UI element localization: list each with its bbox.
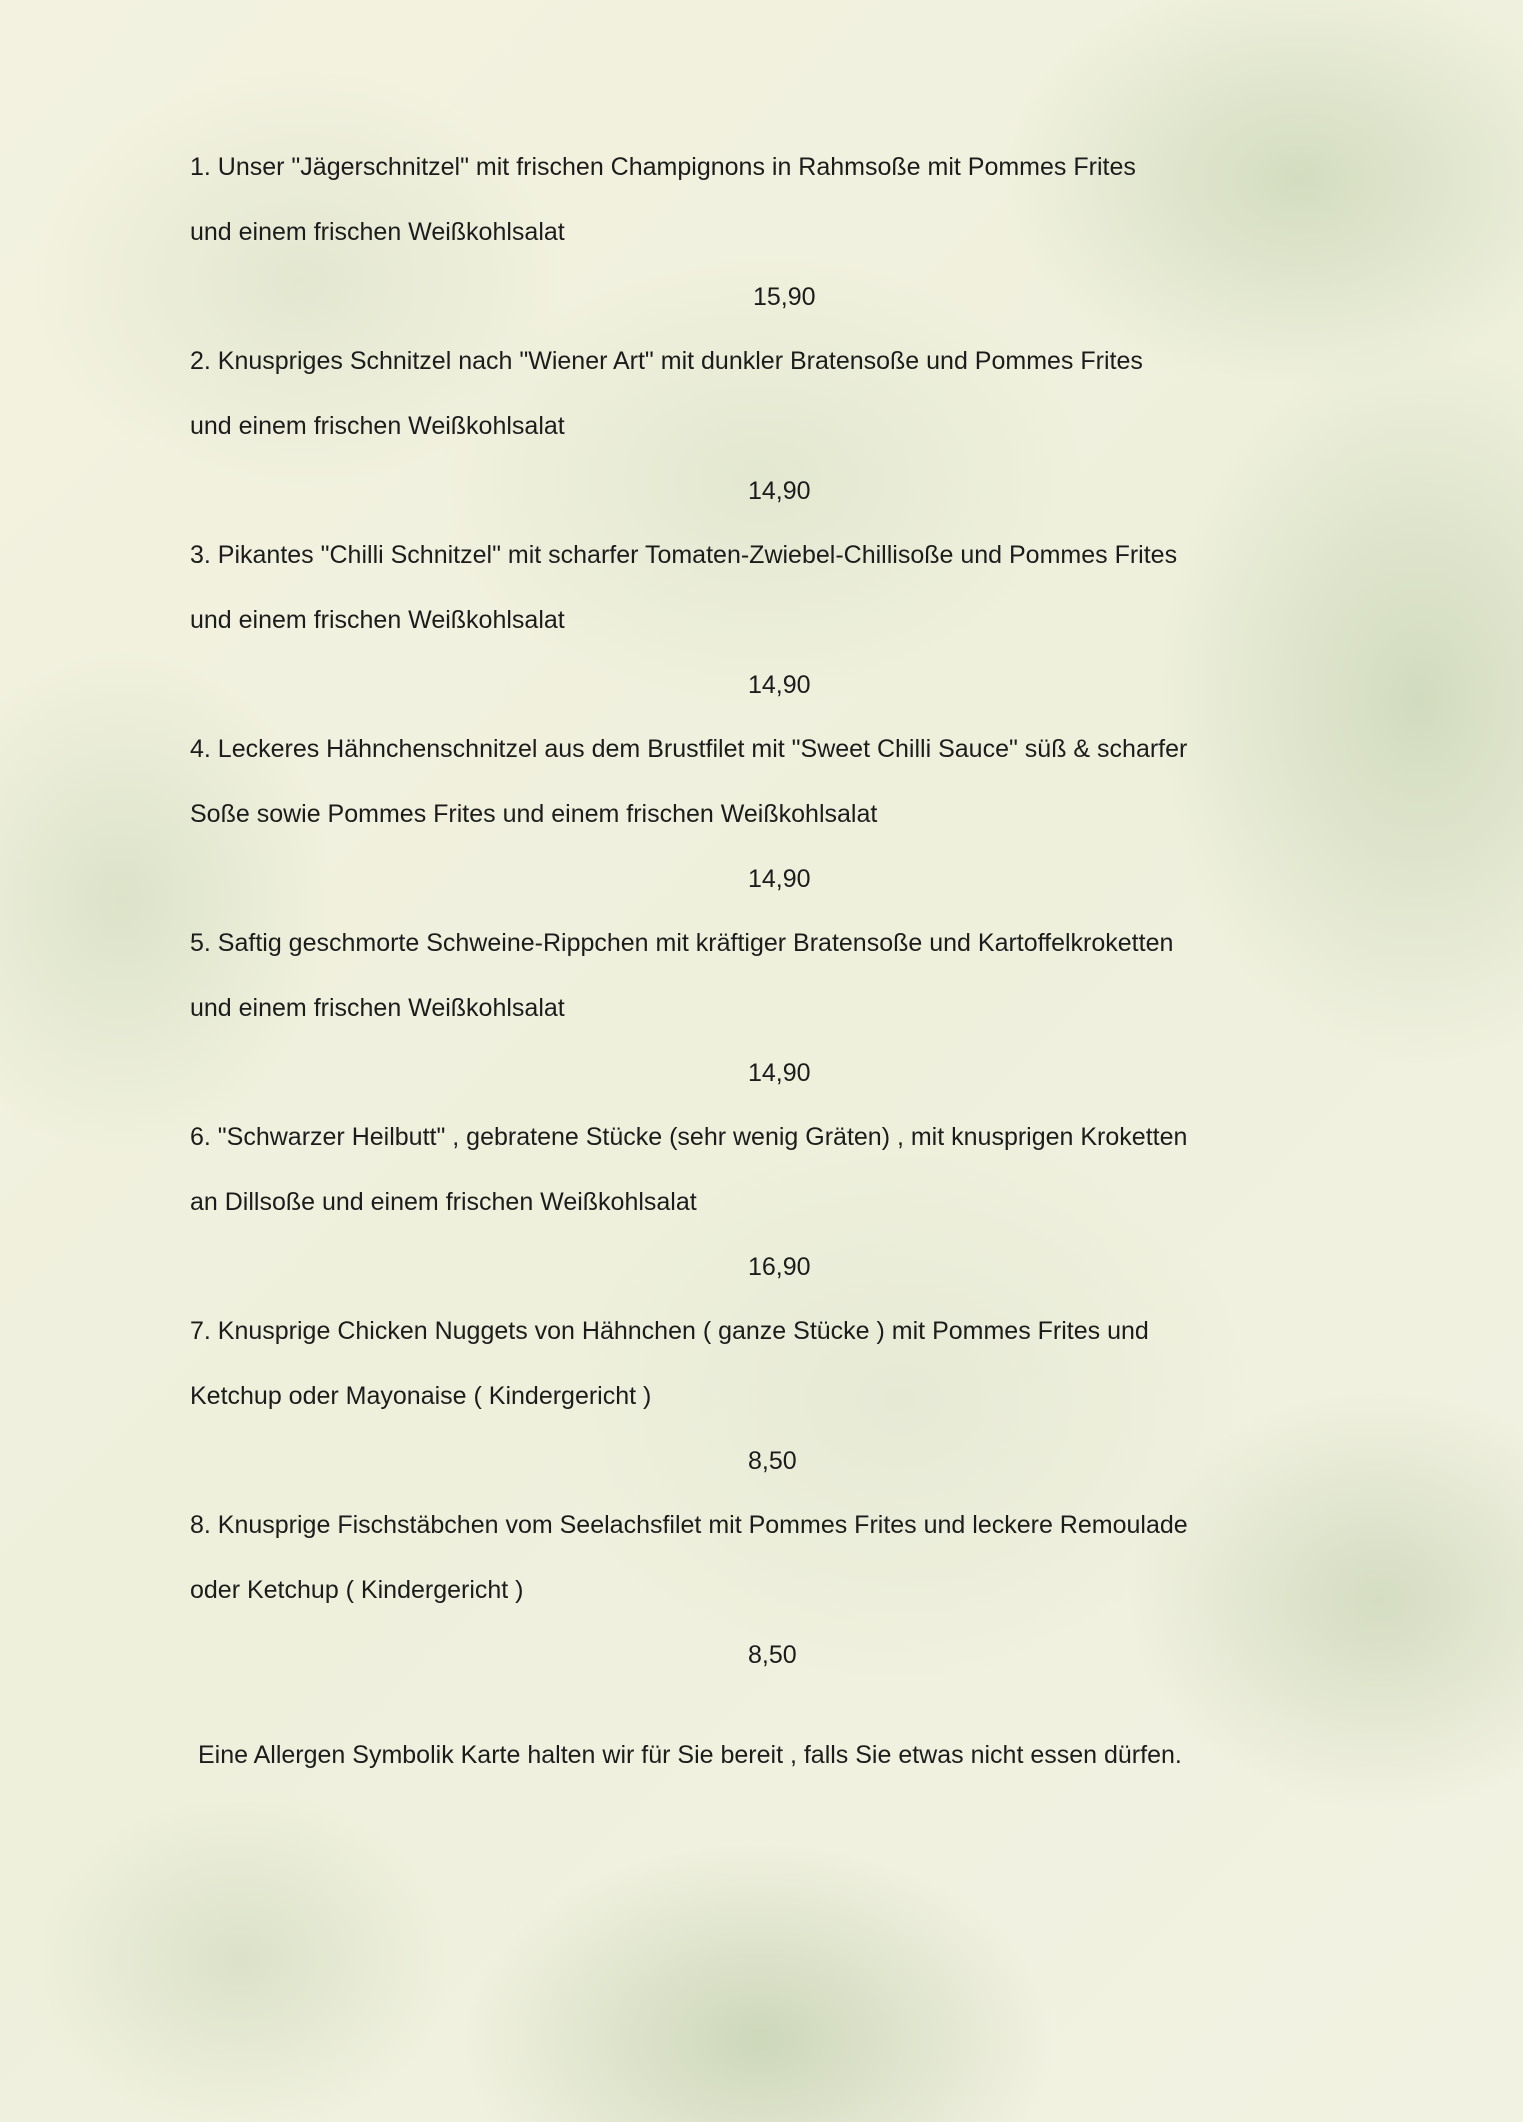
menu-item-1 bbox=[190, 150, 1320, 314]
menu-item-7 bbox=[190, 1314, 1320, 1478]
item-description-line-2: Ketchup oder Mayonaise ( Kindergericht ) bbox=[190, 1382, 652, 1410]
menu-item-5 bbox=[190, 926, 1320, 1090]
item-description-line-1: 6. "Schwarzer Heilbutt" , gebratene Stücke (sehr wenig Gräten) , mit knusprigen Kroketten bbox=[190, 1123, 1188, 1151]
item-price: 14,90 bbox=[748, 671, 811, 699]
menu-item-3 bbox=[190, 538, 1320, 702]
menu-list bbox=[190, 150, 1320, 1702]
item-price: 16,90 bbox=[748, 1253, 811, 1281]
item-price: 8,50 bbox=[748, 1447, 797, 1475]
item-description-line-2: und einem frischen Weißkohlsalat bbox=[190, 994, 565, 1022]
allergen-note: Eine Allergen Symbolik Karte halten wir für Sie bereit , falls Sie etwas nicht essen dürfen. bbox=[198, 1741, 1182, 1769]
item-price: 14,90 bbox=[748, 477, 811, 505]
item-description-line-1: 4. Leckeres Hähnchenschnitzel aus dem Brustfilet mit "Sweet Chilli Sauce" süß & scharfer bbox=[190, 735, 1188, 763]
item-description-line-1: 7. Knusprige Chicken Nuggets von Hähnchen ( ganze Stücke ) mit Pommes Frites und bbox=[190, 1317, 1149, 1345]
item-description-line-2: und einem frischen Weißkohlsalat bbox=[190, 606, 565, 634]
menu-item-8 bbox=[190, 1508, 1320, 1672]
item-price: 15,90 bbox=[753, 283, 816, 311]
menu-item-2 bbox=[190, 344, 1320, 508]
item-description-line-1: 8. Knusprige Fischstäbchen vom Seelachsfilet mit Pommes Frites und leckere Remoulade bbox=[190, 1511, 1188, 1539]
item-price: 8,50 bbox=[748, 1641, 797, 1669]
item-description-line-1: 1. Unser "Jägerschnitzel" mit frischen Champignons in Rahmsoße mit Pommes Frites bbox=[190, 153, 1136, 181]
item-description-line-1: 2. Knuspriges Schnitzel nach "Wiener Art" mit dunkler Bratensoße und Pommes Frites bbox=[190, 347, 1143, 375]
item-description-line-2: und einem frischen Weißkohlsalat bbox=[190, 218, 565, 246]
item-description-line-2: und einem frischen Weißkohlsalat bbox=[190, 412, 565, 440]
item-price: 14,90 bbox=[748, 1059, 811, 1087]
item-description-line-2: oder Ketchup ( Kindergericht ) bbox=[190, 1576, 524, 1604]
item-description-line-2: an Dillsoße und einem frischen Weißkohlsalat bbox=[190, 1188, 697, 1216]
item-description-line-2: Soße sowie Pommes Frites und einem frischen Weißkohlsalat bbox=[190, 800, 878, 828]
menu-item-6 bbox=[190, 1120, 1320, 1284]
item-price: 14,90 bbox=[748, 865, 811, 893]
menu-item-4 bbox=[190, 732, 1320, 896]
item-description-line-1: 5. Saftig geschmorte Schweine-Rippchen mit kräftiger Bratensoße und Kartoffelkroketten bbox=[190, 929, 1174, 957]
item-description-line-1: 3. Pikantes "Chilli Schnitzel" mit scharfer Tomaten-Zwiebel-Chillisoße und Pommes Frites bbox=[190, 541, 1178, 569]
